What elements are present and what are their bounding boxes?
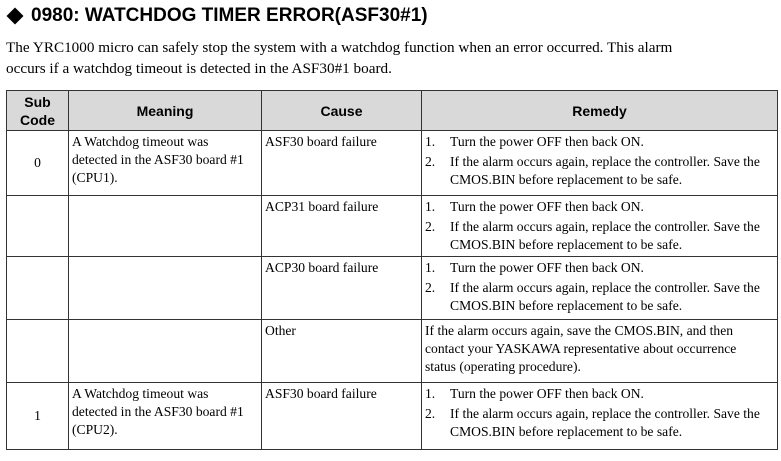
- step-text: [450, 198, 773, 216]
- step-line: CMOS.BIN before replacement to be safe.: [450, 172, 683, 187]
- meaning-line: detected in the ASF30 board #1: [72, 404, 244, 419]
- remedy-line: status (operating procedure).: [425, 359, 581, 374]
- remedy-cell: [422, 257, 778, 320]
- sub-code-cell: [7, 320, 69, 383]
- step-line: CMOS.BIN before replacement to be safe.: [450, 424, 683, 439]
- step-number: 1.: [425, 260, 436, 275]
- meaning-cell: [69, 320, 262, 383]
- table-row: [7, 257, 778, 320]
- intro-paragraph: [6, 37, 776, 79]
- cause-cell: Other: [262, 320, 422, 383]
- step-text: [450, 133, 773, 151]
- meaning-line: A Watchdog timeout was: [72, 386, 209, 401]
- remedy-step: [425, 218, 773, 254]
- meaning-cell: [69, 131, 262, 196]
- meaning-line: A Watchdog timeout was: [72, 134, 209, 149]
- intro-line: The YRC1000 micro can safely stop the system with a watchdog function when an error occurred. This alarm: [6, 39, 673, 56]
- header-remedy: Remedy: [422, 91, 778, 131]
- header-sub-code-line: Code: [20, 111, 55, 128]
- remedy-line: contact your YASKAWA representative about occurrence: [425, 341, 737, 356]
- page-title: [6, 2, 428, 30]
- remedy-line: If the alarm occurs again, save the CMOS.BIN, and then: [425, 323, 734, 338]
- step-number: 2.: [425, 280, 436, 295]
- step-text: [450, 405, 773, 441]
- sub-code-cell: 1: [7, 383, 69, 450]
- table-row: [7, 196, 778, 257]
- cause-cell: ACP31 board failure: [262, 196, 422, 257]
- remedy-step: [425, 198, 773, 216]
- step-line: CMOS.BIN before replacement to be safe.: [450, 237, 683, 252]
- step-text: [450, 385, 773, 403]
- step-line: Turn the power OFF then back ON.: [450, 134, 644, 149]
- step-text: [450, 153, 773, 189]
- remedy-cell: [422, 383, 778, 450]
- step-line: If the alarm occurs again, replace the controller. Save the: [450, 154, 760, 169]
- remedy-step: [425, 153, 773, 189]
- step-text: [450, 279, 773, 315]
- alarm-table: [6, 90, 778, 450]
- table-row: [7, 131, 778, 196]
- step-line: If the alarm occurs again, replace the controller. Save the: [450, 219, 760, 234]
- step-number: 2.: [425, 406, 436, 421]
- remedy-cell: [422, 131, 778, 196]
- step-line: If the alarm occurs again, replace the controller. Save the: [450, 406, 760, 421]
- meaning-cell: [69, 196, 262, 257]
- meaning-line: (CPU1).: [72, 170, 118, 185]
- table-header-row: [7, 91, 778, 131]
- meaning-line: detected in the ASF30 board #1: [72, 152, 244, 167]
- header-cause: Cause: [262, 91, 422, 131]
- step-number: 1.: [425, 134, 436, 149]
- step-text: [450, 218, 773, 254]
- remedy-step: [425, 279, 773, 315]
- remedy-step: [425, 133, 773, 151]
- cause-cell: ACP30 board failure: [262, 257, 422, 320]
- step-text: [450, 259, 773, 277]
- table-row: [7, 383, 778, 450]
- sub-code-cell: 0: [7, 131, 69, 196]
- step-line: If the alarm occurs again, replace the controller. Save the: [450, 280, 760, 295]
- sub-code-cell: [7, 257, 69, 320]
- step-number: 1.: [425, 199, 436, 214]
- step-number: 2.: [425, 154, 436, 169]
- step-line: Turn the power OFF then back ON.: [450, 260, 644, 275]
- step-line: CMOS.BIN before replacement to be safe.: [450, 298, 683, 313]
- header-sub-code-line: Sub: [24, 93, 51, 110]
- step-line: Turn the power OFF then back ON.: [450, 386, 644, 401]
- intro-line: occurs if a watchdog timeout is detected in the ASF30#1 board.: [6, 60, 392, 77]
- cause-cell: ASF30 board failure: [262, 383, 422, 450]
- meaning-cell: [69, 257, 262, 320]
- remedy-cell: [422, 196, 778, 257]
- header-sub-code: [7, 91, 69, 131]
- diamond-icon: [7, 8, 24, 25]
- header-meaning: Meaning: [69, 91, 262, 131]
- sub-code-cell: [7, 196, 69, 257]
- remedy-cell: [422, 320, 778, 383]
- page-title-text: 0980: WATCHDOG TIMER ERROR(ASF30#1): [31, 5, 428, 26]
- cause-cell: ASF30 board failure: [262, 131, 422, 196]
- remedy-step: [425, 385, 773, 403]
- step-number: 1.: [425, 386, 436, 401]
- remedy-step: [425, 405, 773, 441]
- step-number: 2.: [425, 219, 436, 234]
- step-line: Turn the power OFF then back ON.: [450, 199, 644, 214]
- remedy-step: [425, 259, 773, 277]
- meaning-cell: [69, 383, 262, 450]
- table-row: [7, 320, 778, 383]
- meaning-line: (CPU2).: [72, 422, 118, 437]
